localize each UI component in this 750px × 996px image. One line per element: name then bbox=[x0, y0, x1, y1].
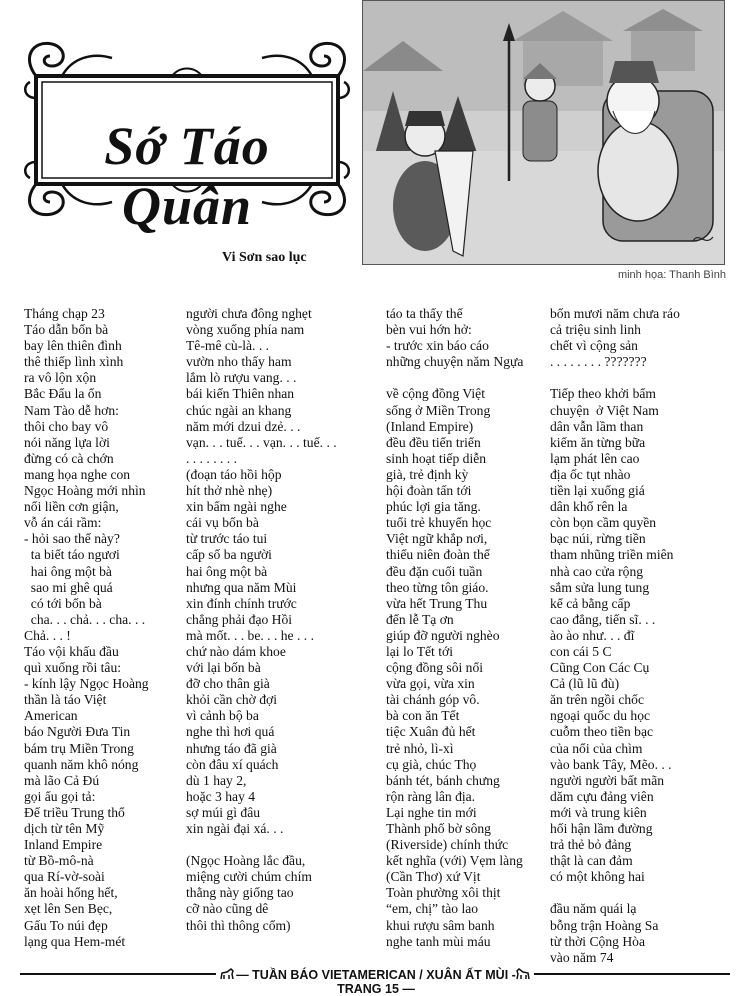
poem-line: kiếm ăn từng bữa bbox=[550, 434, 646, 450]
poem-line: dịch từ tên Mỹ bbox=[24, 821, 105, 836]
poem-line: ngoại quốc du học bbox=[550, 708, 651, 724]
poem-line: - trước xin báo cáo bbox=[386, 338, 489, 354]
poem-line: nhưng qua năm Mùi bbox=[186, 579, 297, 595]
poem-line: thôi cho bay vô bbox=[24, 418, 109, 434]
poem-line: cái vụ bốn bà bbox=[186, 515, 259, 531]
poem-line: hai ông một bà bbox=[24, 563, 112, 579]
poem-line: Toàn phường xôi thịt bbox=[386, 885, 501, 901]
poem-line: ta biết táo ngươi bbox=[24, 547, 120, 563]
poem-line: dân khổ rên la bbox=[550, 499, 628, 515]
poem-line: thằng này giống tao bbox=[186, 885, 294, 901]
poem-line: người chưa đông nghẹt bbox=[186, 306, 312, 321]
poem-line: mang họa nghe con bbox=[24, 466, 131, 482]
poem-line: chuyện ở Việt Nam bbox=[550, 402, 659, 418]
poem-line: có tới bốn bà bbox=[24, 595, 102, 611]
poem-line: Cả (lũ lũ đù) bbox=[550, 676, 620, 692]
poem-column-2 bbox=[186, 306, 356, 934]
poem-line: American bbox=[24, 708, 78, 724]
poem-line: thê thiếp lình xình bbox=[24, 354, 124, 370]
poem-line: vỗ án cái rầm: bbox=[24, 515, 102, 531]
poem-line: bỗng trận Hoàng Sa bbox=[550, 917, 659, 933]
poem-line: kết nghĩa (với) Vẹm làng bbox=[386, 853, 523, 869]
poem-line: vào năm 74 bbox=[550, 949, 614, 965]
poem-line: cao đẳng, tiến sĩ. . . bbox=[550, 611, 656, 627]
poem-line: (Riverside) chính thức bbox=[386, 837, 509, 853]
poem-line: cấp số ba người bbox=[186, 547, 272, 563]
poem-line: tiệc Xuân đủ hết bbox=[386, 724, 476, 740]
poem-line: từ trước táo tui bbox=[186, 531, 268, 547]
article-title: Sớ Táo Quân bbox=[104, 116, 270, 236]
poem-line: thật là can đảm bbox=[550, 853, 633, 869]
goat-icon bbox=[218, 965, 236, 983]
poem-line: Lại nghe tin mới bbox=[386, 804, 477, 820]
poem-line: địa ốc tụt nhào bbox=[550, 466, 631, 482]
poem-line: sao mi ghê quá bbox=[24, 579, 113, 595]
footer-rule-right bbox=[534, 973, 730, 975]
poem-column-1 bbox=[24, 306, 194, 950]
poem-line: khỏi cần chờ đợi bbox=[186, 692, 278, 708]
poem-line: nghe tanh mùi máu bbox=[386, 933, 491, 949]
poem-line: nhà cao cửa rộng bbox=[550, 563, 644, 579]
poem-line: vườn nho thấy ham bbox=[186, 354, 292, 370]
poem-line: dăm cựu đảng viên bbox=[550, 788, 654, 804]
illustration-credit: minh họa: Thanh Bình bbox=[617, 269, 726, 281]
poem-line: theo từng tôn giáo. bbox=[386, 579, 489, 595]
poem-line bbox=[550, 885, 720, 901]
poem-line: chúc ngài an khang bbox=[186, 402, 292, 418]
poem-line: xin đính chính trước bbox=[186, 595, 297, 611]
poem-line: từ Bồ-mô-nà bbox=[24, 853, 94, 869]
poem-line: lạm phát lên cao bbox=[550, 450, 640, 466]
poem-line: chẳng phải đạo Hồi bbox=[186, 611, 293, 627]
poem-line: Việt ngữ khắp nơi, bbox=[386, 531, 488, 547]
poem-line: Ngọc Hoàng mới nhìn bbox=[24, 483, 146, 499]
poem-line bbox=[550, 370, 720, 386]
poem-line bbox=[186, 837, 356, 853]
illustration-kitchen-god-audience bbox=[362, 0, 725, 265]
poem-line: Tiếp theo khởi bẩm bbox=[550, 386, 656, 402]
poem-line: đến lễ Tạ ơn bbox=[386, 611, 454, 627]
poem-line: Nam Tào dễ hơn: bbox=[24, 402, 119, 418]
poem-line: kể cả bằng cấp bbox=[550, 595, 631, 611]
poem-line: quanh năm khô nóng bbox=[24, 756, 139, 772]
poem-line: lạng qua Hem-mét bbox=[24, 933, 126, 949]
poem-line: bám trụ Miền Trong bbox=[24, 740, 134, 756]
poem-line: Chả. . . ! bbox=[24, 627, 71, 643]
poem-line: Táo dẫn bốn bà bbox=[24, 322, 109, 338]
poem-line: già, trẻ định kỳ bbox=[386, 466, 469, 482]
poem-line: dù 1 hay 2, bbox=[186, 772, 247, 788]
poem-line: gọi ẩu gọi tả: bbox=[24, 788, 96, 804]
poem-line: thôi thì thông cổm) bbox=[186, 917, 291, 933]
poem-line: tham nhũng triền miên bbox=[550, 547, 674, 563]
poem-line: tiền lại xuống giá bbox=[550, 483, 645, 499]
poem-line: . . . . . . . . bbox=[186, 450, 237, 466]
poem-line: ào ào như. . . đĩ bbox=[550, 627, 635, 643]
poem-line: khui rượu sâm banh bbox=[386, 917, 495, 933]
poem-line: còn bọn cầm quyền bbox=[550, 515, 657, 531]
poem-line: mà lão Cả Đú bbox=[24, 772, 100, 788]
poem-line: vòng xuống phía nam bbox=[186, 322, 305, 338]
poem-line: chết vì cộng sản bbox=[550, 338, 638, 354]
article-byline: Vi Sơn sao lục bbox=[222, 250, 307, 265]
poem-line: Inland Empire bbox=[24, 837, 103, 853]
footer-rule-left bbox=[20, 973, 216, 975]
poem-line: đừng có cà chớn bbox=[24, 450, 114, 466]
poem-line bbox=[386, 370, 556, 386]
poem-line: hối hận lầm đường bbox=[550, 821, 653, 836]
poem-line: mới và trung kiên bbox=[550, 804, 647, 820]
title-cartouche bbox=[22, 38, 352, 236]
poem-line: Tê-mê cù-là. . . bbox=[186, 338, 270, 354]
poem-line: vừa hết Trung Thu bbox=[386, 595, 488, 611]
poem-line: lắm lò rượu vang. . . bbox=[186, 370, 297, 386]
poem-line: (Ngọc Hoàng lắc đầu, bbox=[186, 853, 306, 869]
poem-line: bay lên thiên đình bbox=[24, 338, 122, 354]
poem-line: sắm sửa lung tung bbox=[550, 579, 650, 595]
poem-line: Thành phố bờ sông bbox=[386, 821, 491, 836]
poem-line: bà con ăn Tết bbox=[386, 708, 460, 724]
poem-line: dân vẫn lầm than bbox=[550, 418, 644, 434]
poem-line: còn đâu xí quách bbox=[186, 756, 279, 772]
poem-line: cụ già, chúc Thọ bbox=[386, 756, 477, 772]
poem-line: bèn vui hớn hở: bbox=[386, 322, 472, 338]
poem-line: xẹt lên Sen Bẹc, bbox=[24, 901, 113, 917]
poem-line: cộng đồng sôi nổi bbox=[386, 660, 484, 676]
poem-line: xin ngài đại xá. . . bbox=[186, 821, 284, 836]
poem-line: “em, chị” tào lao bbox=[386, 901, 479, 917]
poem-line: đầu năm quái lạ bbox=[550, 901, 637, 917]
poem-line: tài chánh góp vô. bbox=[386, 692, 480, 708]
poem-line: cỡ nào cũng dê bbox=[186, 901, 269, 917]
poem-line: quì xuống rồi tâu: bbox=[24, 660, 122, 676]
poem-line: vừa gọi, vừa xin bbox=[386, 676, 475, 692]
poem-line: trẻ nhỏ, lì-xì bbox=[386, 740, 454, 756]
poem-line: người người bất mãn bbox=[550, 772, 665, 788]
poem-line: hai ông một bà bbox=[186, 563, 268, 579]
poem-line: thần là táo Việt bbox=[24, 692, 107, 708]
poem-line: hội đoàn tấn tới bbox=[386, 483, 472, 499]
poem-line: ăn hoài hổng hết, bbox=[24, 885, 118, 901]
page-footer bbox=[0, 963, 750, 996]
poem-line: Gấu To núi đẹp bbox=[24, 917, 108, 933]
poem-line: lại lo Tết tới bbox=[386, 643, 453, 659]
footer-text: — TUẦN BÁO VIETAMERICAN / XUÂN ẤT MÙI - TRANG 15 — bbox=[236, 968, 516, 996]
poem-line: miệng cười chúm chím bbox=[186, 869, 312, 885]
poem-line: Tháng chạp 23 bbox=[24, 306, 105, 321]
poem-line: hít thở nhè nhẹ) bbox=[186, 483, 273, 499]
poem-line: bái kiến Thiên nhan bbox=[186, 386, 295, 402]
poem-line: từ thời Cộng Hòa bbox=[550, 933, 645, 949]
poem-line: sống ở Miền Trong bbox=[386, 402, 491, 418]
poem-line: Táo vội khấu đầu bbox=[24, 643, 119, 659]
poem-line: những chuyện năm Ngựa bbox=[386, 354, 524, 370]
poem-line: chứ nào dám khoe bbox=[186, 643, 286, 659]
poem-column-3 bbox=[386, 306, 556, 950]
poem-line: táo ta thấy thế bbox=[386, 306, 463, 321]
poem-line: (đoạn táo hồi hộp bbox=[186, 466, 282, 482]
poem-line: về cộng đồng Việt bbox=[386, 386, 485, 402]
poem-line: qua Rí-vờ-soài bbox=[24, 869, 105, 885]
poem-line: - kính lậy Ngọc Hoàng bbox=[24, 676, 149, 692]
poem-line: có một không hai bbox=[550, 869, 645, 885]
poem-line: nói năng lựa lời bbox=[24, 434, 110, 450]
poem-line: giúp đỡ người nghèo bbox=[386, 627, 500, 643]
poem-line: đều đều tiến triển bbox=[386, 434, 481, 450]
poem-line: bốn mươi năm chưa ráo bbox=[550, 306, 680, 321]
poem-line: sợ múi gì đâu bbox=[186, 804, 261, 820]
poem-line: vào bank Tây, Mẽo. . . bbox=[550, 756, 672, 772]
poem-line: năm mới dzui dzẻ. . . bbox=[186, 418, 301, 434]
poem-line: con cái 5 C bbox=[550, 643, 612, 659]
poem-line: vì cảnh bộ ba bbox=[186, 708, 259, 724]
poem-line: (Inland Empire) bbox=[386, 418, 474, 434]
poem-column-4 bbox=[550, 306, 720, 966]
poem-line: đỡ cho thân già bbox=[186, 676, 270, 692]
poem-line: trả thẻ bỏ đảng bbox=[550, 837, 632, 853]
poem-line: sinh hoạt tiếp diễn bbox=[386, 450, 487, 466]
poem-line: rộn ràng lân địa. bbox=[386, 788, 476, 804]
poem-line: nổi liền cơn giận, bbox=[24, 499, 119, 515]
poem-line: phúc lợi gia tăng. bbox=[386, 499, 481, 515]
poem-line: tuổi trẻ khuyến học bbox=[386, 515, 492, 531]
poem-line: - hỏi sao thế này? bbox=[24, 531, 120, 547]
poem-line: của nổi của chìm bbox=[550, 740, 643, 756]
poem-line: hoặc 3 hay 4 bbox=[186, 788, 256, 804]
poem-line: báo Người Đưa Tin bbox=[24, 724, 131, 740]
poem-line: ra vô lộn xộn bbox=[24, 370, 97, 386]
goat-icon bbox=[514, 965, 532, 983]
poem-line: bạc núi, rừng tiền bbox=[550, 531, 646, 547]
poem-line: vạn. . . tuế. . . vạn. . . tuế. . . bbox=[186, 434, 337, 450]
poem-line: thiếu niên đoàn thể bbox=[386, 547, 490, 563]
poem-line: với lại bốn bà bbox=[186, 660, 261, 676]
poem-line: bánh tét, bánh chưng bbox=[386, 772, 500, 788]
poem-line: nhưng táo đã già bbox=[186, 740, 277, 756]
poem-line: . . . . . . . . ??????? bbox=[550, 354, 647, 370]
poem-line: Bắc Đẩu la ổn bbox=[24, 386, 102, 402]
poem-line: cả triệu sinh linh bbox=[550, 322, 641, 338]
poem-line: Đế triều Trung thổ bbox=[24, 804, 125, 820]
poem-line: cuỗm theo tiền bạc bbox=[550, 724, 654, 740]
poem-line: Cũng Con Các Cụ bbox=[550, 660, 650, 676]
poem-line: ăn trên ngồi chốc bbox=[550, 692, 644, 708]
poem-line: cha. . . chả. . . cha. . . bbox=[24, 611, 146, 627]
poem-line: (Cần Thơ) xứ Vịt bbox=[386, 869, 481, 885]
poem-line: mà mốt. . . be. . . he . . . bbox=[186, 627, 314, 643]
poem-line: nghe thì hơi quá bbox=[186, 724, 275, 740]
poem-line: đều đặn cuối tuần bbox=[386, 563, 483, 579]
poem-line: xin bẩm ngài nghe bbox=[186, 499, 287, 515]
